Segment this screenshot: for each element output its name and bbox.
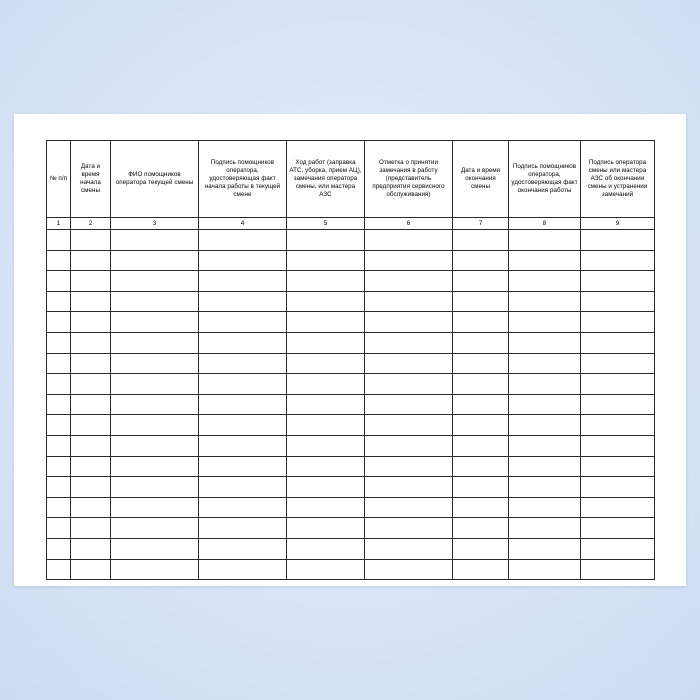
table-cell[interactable] — [71, 271, 111, 292]
table-cell[interactable] — [581, 374, 655, 395]
table-cell[interactable] — [111, 497, 199, 518]
table-cell[interactable] — [365, 291, 453, 312]
table-cell[interactable] — [71, 332, 111, 353]
table-cell[interactable] — [47, 374, 71, 395]
table-cell[interactable] — [47, 271, 71, 292]
table-cell[interactable] — [71, 415, 111, 436]
table-cell[interactable] — [287, 497, 365, 518]
table-cell[interactable] — [365, 456, 453, 477]
table-cell[interactable] — [287, 353, 365, 374]
table-cell[interactable] — [199, 497, 287, 518]
table-cell[interactable] — [111, 374, 199, 395]
table-cell[interactable] — [365, 435, 453, 456]
table-cell[interactable] — [365, 538, 453, 559]
table-cell[interactable] — [509, 477, 581, 498]
table-cell[interactable] — [111, 394, 199, 415]
table-cell[interactable] — [287, 332, 365, 353]
table-cell[interactable] — [581, 332, 655, 353]
table-cell[interactable] — [453, 415, 509, 436]
table-cell[interactable] — [287, 230, 365, 251]
table-cell[interactable] — [581, 456, 655, 477]
table-cell[interactable] — [199, 312, 287, 333]
table-cell[interactable] — [111, 230, 199, 251]
column-number-cell: 1 — [47, 218, 71, 230]
table-cell[interactable] — [509, 497, 581, 518]
table-cell[interactable] — [47, 353, 71, 374]
table-cell[interactable] — [453, 477, 509, 498]
table-cell[interactable] — [365, 518, 453, 539]
table-cell[interactable] — [365, 497, 453, 518]
table-row — [47, 415, 655, 436]
table-cell[interactable] — [509, 374, 581, 395]
table-cell[interactable] — [71, 497, 111, 518]
table-cell[interactable] — [71, 435, 111, 456]
table-cell[interactable] — [287, 291, 365, 312]
table-cell[interactable] — [199, 456, 287, 477]
table-cell[interactable] — [111, 332, 199, 353]
table-cell[interactable] — [199, 435, 287, 456]
table-cell[interactable] — [453, 518, 509, 539]
table-cell[interactable] — [365, 415, 453, 436]
table-cell[interactable] — [111, 518, 199, 539]
table-cell[interactable] — [581, 353, 655, 374]
table-cell[interactable] — [509, 291, 581, 312]
table-cell[interactable] — [453, 250, 509, 271]
table-cell[interactable] — [581, 230, 655, 251]
column-header-number: № п/п — [47, 141, 71, 218]
table-cell[interactable] — [111, 559, 199, 580]
table-cell[interactable] — [453, 538, 509, 559]
table-cell[interactable] — [453, 394, 509, 415]
table-cell[interactable] — [287, 271, 365, 292]
table-cell[interactable] — [199, 415, 287, 436]
table-cell[interactable] — [111, 353, 199, 374]
column-number-cell: 9 — [581, 218, 655, 230]
table-cell[interactable] — [71, 353, 111, 374]
table-row — [47, 353, 655, 374]
table-cell[interactable] — [581, 415, 655, 436]
table-cell[interactable] — [47, 415, 71, 436]
table-cell[interactable] — [111, 538, 199, 559]
table-cell[interactable] — [199, 353, 287, 374]
table-cell[interactable] — [365, 312, 453, 333]
table-cell[interactable] — [287, 456, 365, 477]
table-cell[interactable] — [581, 394, 655, 415]
table-cell[interactable] — [111, 456, 199, 477]
table-cell[interactable] — [71, 477, 111, 498]
table-cell[interactable] — [47, 332, 71, 353]
table-cell[interactable] — [47, 518, 71, 539]
table-cell[interactable] — [47, 435, 71, 456]
table-cell[interactable] — [509, 435, 581, 456]
table-cell[interactable] — [199, 518, 287, 539]
table-cell[interactable] — [581, 518, 655, 539]
table-cell[interactable] — [509, 312, 581, 333]
table-row — [47, 435, 655, 456]
table-cell[interactable] — [71, 394, 111, 415]
table-cell[interactable] — [509, 559, 581, 580]
table-cell[interactable] — [111, 271, 199, 292]
table-cell[interactable] — [287, 250, 365, 271]
table-cell[interactable] — [509, 394, 581, 415]
table-cell[interactable] — [111, 250, 199, 271]
table-cell[interactable] — [453, 291, 509, 312]
table-cell[interactable] — [453, 559, 509, 580]
table-cell[interactable] — [199, 538, 287, 559]
table-cell[interactable] — [71, 230, 111, 251]
table-cell[interactable] — [71, 456, 111, 477]
table-cell[interactable] — [365, 271, 453, 292]
table-cell[interactable] — [509, 353, 581, 374]
table-cell[interactable] — [287, 374, 365, 395]
column-number-cell: 5 — [287, 218, 365, 230]
column-number-cell: 2 — [71, 218, 111, 230]
table-cell[interactable] — [581, 250, 655, 271]
column-header-assistant-names: ФИО помощников оператора текущей смены — [111, 141, 199, 218]
table-cell[interactable] — [509, 332, 581, 353]
table-cell[interactable] — [199, 559, 287, 580]
table-cell[interactable] — [199, 271, 287, 292]
table-cell[interactable] — [287, 477, 365, 498]
column-number-cell: 7 — [453, 218, 509, 230]
table-cell[interactable] — [199, 230, 287, 251]
table-cell[interactable] — [199, 394, 287, 415]
table-cell[interactable] — [453, 435, 509, 456]
table-row — [47, 250, 655, 271]
table-cell[interactable] — [453, 271, 509, 292]
table-cell[interactable] — [199, 291, 287, 312]
table-cell[interactable] — [365, 230, 453, 251]
table-cell[interactable] — [199, 374, 287, 395]
table-cell[interactable] — [581, 312, 655, 333]
column-header-work-progress: Ход работ (заправка АТС, уборка, прием АЦ), замечания оператора смены, или мастера АЗС — [287, 141, 365, 218]
table-row — [47, 518, 655, 539]
table-cell[interactable] — [199, 332, 287, 353]
table-cell[interactable] — [111, 312, 199, 333]
table-cell[interactable] — [287, 538, 365, 559]
journal-table-container — [46, 140, 654, 580]
table-cell[interactable] — [71, 312, 111, 333]
table-cell[interactable] — [47, 291, 71, 312]
table-cell[interactable] — [71, 538, 111, 559]
table-row — [47, 271, 655, 292]
table-cell[interactable] — [71, 559, 111, 580]
column-header-assistant-start-signature: Подпись помощников оператора, удостоверяющая факт начала работы в текущей смене — [199, 141, 287, 218]
table-cell[interactable] — [287, 394, 365, 415]
table-row — [47, 291, 655, 312]
table-cell[interactable] — [453, 353, 509, 374]
table-header-row — [47, 141, 655, 218]
table-row — [47, 559, 655, 580]
table-row — [47, 374, 655, 395]
table-cell[interactable] — [453, 497, 509, 518]
table-cell[interactable] — [453, 456, 509, 477]
table-cell[interactable] — [47, 559, 71, 580]
table-cell[interactable] — [365, 353, 453, 374]
table-cell[interactable] — [47, 312, 71, 333]
column-number-cell: 6 — [365, 218, 453, 230]
column-header-shift-end-datetime: Дата и время окончания смены — [453, 141, 509, 218]
table-cell[interactable] — [365, 374, 453, 395]
column-header-operator-end-signature: Подпись оператора смены или мастера АЗС об окончании смены и устранении замечаний — [581, 141, 655, 218]
column-number-row — [47, 218, 655, 230]
table-cell[interactable] — [111, 291, 199, 312]
table-cell[interactable] — [453, 312, 509, 333]
table-row — [47, 477, 655, 498]
table-cell[interactable] — [199, 477, 287, 498]
table-cell[interactable] — [365, 394, 453, 415]
table-cell[interactable] — [71, 250, 111, 271]
table-cell[interactable] — [47, 230, 71, 251]
table-cell[interactable] — [71, 374, 111, 395]
table-cell[interactable] — [365, 477, 453, 498]
table-cell[interactable] — [581, 497, 655, 518]
table-cell[interactable] — [509, 271, 581, 292]
table-cell[interactable] — [581, 559, 655, 580]
table-row — [47, 230, 655, 251]
column-header-assistant-end-signature: Подпись помощников оператора, удостоверяющая факт окончания работы — [509, 141, 581, 218]
table-cell[interactable] — [453, 332, 509, 353]
table-cell[interactable] — [47, 477, 71, 498]
table-cell[interactable] — [509, 230, 581, 251]
table-cell[interactable] — [581, 435, 655, 456]
table-cell[interactable] — [581, 291, 655, 312]
table-cell[interactable] — [287, 415, 365, 436]
table-cell[interactable] — [581, 271, 655, 292]
column-number-cell: 8 — [509, 218, 581, 230]
table-cell[interactable] — [365, 332, 453, 353]
table-cell[interactable] — [509, 456, 581, 477]
table-cell[interactable] — [47, 394, 71, 415]
column-number-cell: 4 — [199, 218, 287, 230]
table-row — [47, 312, 655, 333]
document-sheet — [14, 114, 686, 586]
table-row — [47, 332, 655, 353]
column-header-shift-start-datetime: Дата и время начала смены — [71, 141, 111, 218]
table-cell[interactable] — [111, 477, 199, 498]
table-cell[interactable] — [509, 415, 581, 436]
table-cell[interactable] — [111, 435, 199, 456]
table-cell[interactable] — [71, 291, 111, 312]
table-cell[interactable] — [287, 559, 365, 580]
table-cell[interactable] — [509, 518, 581, 539]
table-cell[interactable] — [453, 374, 509, 395]
table-row — [47, 456, 655, 477]
table-cell[interactable] — [287, 435, 365, 456]
table-cell[interactable] — [199, 250, 287, 271]
table-cell[interactable] — [71, 518, 111, 539]
table-cell[interactable] — [509, 538, 581, 559]
table-row — [47, 394, 655, 415]
table-cell[interactable] — [47, 538, 71, 559]
table-cell[interactable] — [47, 497, 71, 518]
column-number-cell: 3 — [111, 218, 199, 230]
table-cell[interactable] — [111, 415, 199, 436]
table-cell[interactable] — [287, 312, 365, 333]
table-row — [47, 538, 655, 559]
journal-table — [46, 140, 655, 580]
table-header — [47, 141, 655, 230]
table-cell[interactable] — [47, 250, 71, 271]
column-header-remark-acceptance: Отметка о принятии замечания в работу (представитель предприятия сервисного обслуживания) — [365, 141, 453, 218]
table-cell[interactable] — [581, 538, 655, 559]
table-cell[interactable] — [581, 477, 655, 498]
table-cell[interactable] — [287, 518, 365, 539]
table-cell[interactable] — [47, 456, 71, 477]
table-cell[interactable] — [365, 250, 453, 271]
table-cell[interactable] — [453, 230, 509, 251]
table-cell[interactable] — [509, 250, 581, 271]
table-row — [47, 497, 655, 518]
table-body — [47, 230, 655, 580]
table-cell[interactable] — [365, 559, 453, 580]
